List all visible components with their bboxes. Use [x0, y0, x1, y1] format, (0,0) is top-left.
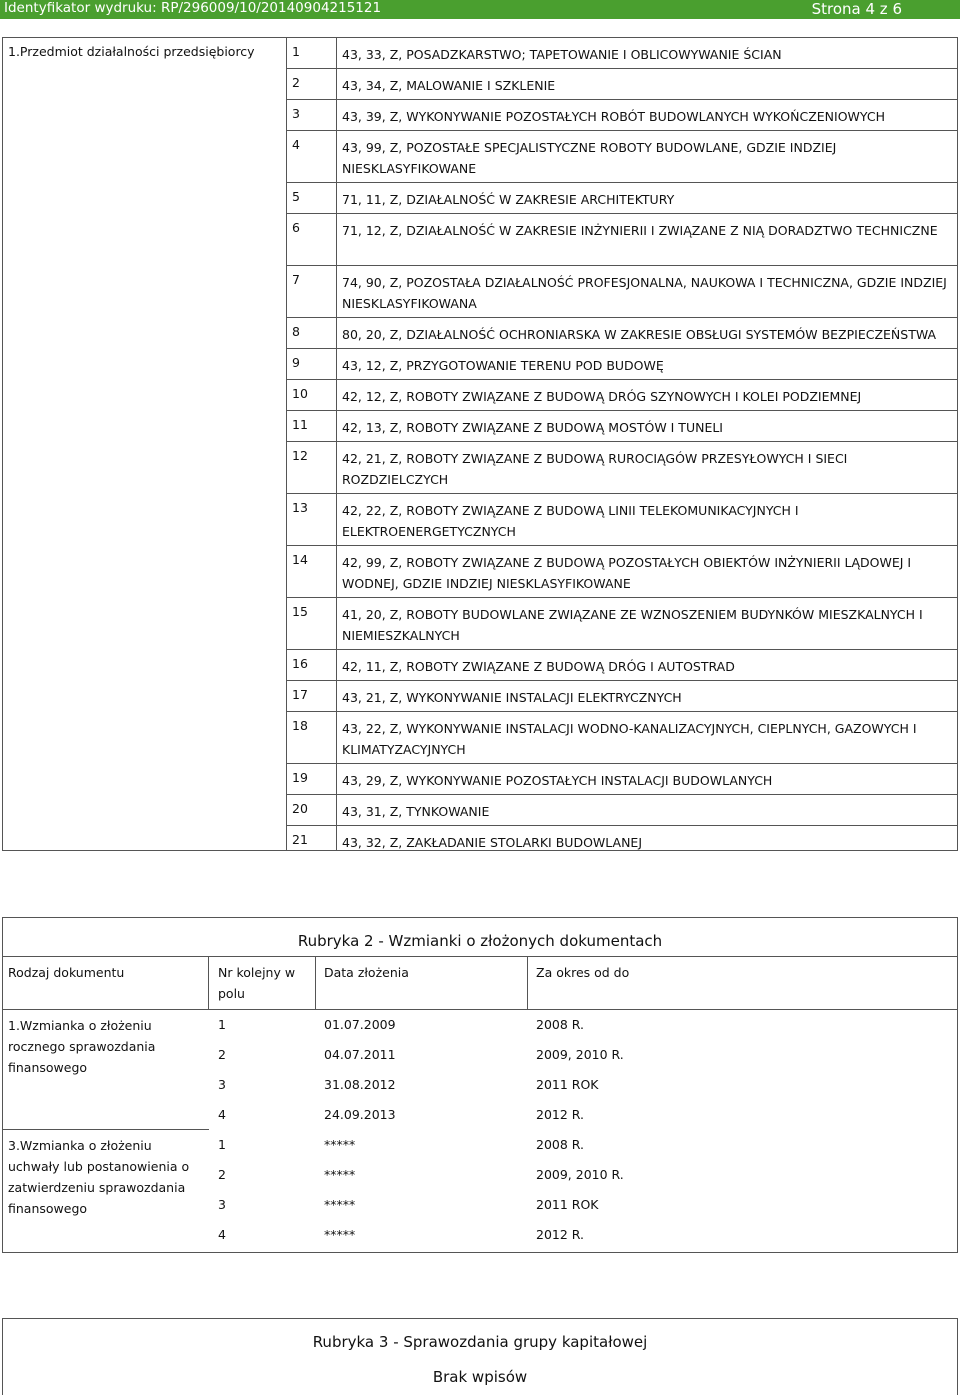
column-header-number: Nr kolejny w polu: [218, 965, 296, 1001]
table-row: [287, 826, 957, 857]
table-row: [287, 69, 957, 100]
print-identifier: Identyfikator wydruku: RP/296009/10/20140904215121: [4, 0, 382, 16]
activity-description: 43, 21, Z, WYKONYWANIE INSTALACJI ELEKTRYCZNYCH: [342, 690, 682, 705]
table-row: [287, 442, 957, 494]
period: 2009, 2010 R.: [536, 1167, 624, 1182]
row-number: 7: [292, 272, 300, 287]
activity-description: 43, 32, Z, ZAKŁADANIE STOLARKI BUDOWLANEJ: [342, 835, 643, 850]
divider: [3, 956, 957, 957]
table-row: [287, 494, 957, 546]
table-row: [287, 100, 957, 131]
period: 2012 R.: [536, 1227, 584, 1242]
table-row: [287, 650, 957, 681]
filing-date: *****: [324, 1197, 356, 1212]
capital-group-value: Brak wpisów: [432, 1368, 528, 1386]
activity-description: 43, 12, Z, PRZYGOTOWANIE TERENU POD BUDOWĘ: [342, 358, 664, 373]
column-header-doc-type: Rodzaj dokumentu: [8, 965, 125, 980]
table-row: [287, 183, 957, 214]
activity-description: 42, 12, Z, ROBOTY ZWIĄZANE Z BUDOWĄ DRÓG SZYNOWYCH I KOLEI PODZIEMNEJ: [342, 389, 862, 404]
activity-description: 80, 20, Z, DZIAŁALNOŚĆ OCHRONIARSKA W ZAKRESIE OBSŁUGI SYSTEMÓW BEZPIECZEŃSTWA: [342, 327, 937, 342]
activity-description: 42, 99, Z, ROBOTY ZWIĄZANE Z BUDOWĄ POZOSTAŁYCH OBIEKTÓW INŻYNIERII LĄDOWEJ I WODNEJ, GDZIE INDZIEJ NIESKLASYFIKOWANE: [342, 555, 912, 591]
entry-number: 4: [218, 1107, 226, 1122]
period: 2011 ROK: [536, 1077, 599, 1092]
divider: [3, 1009, 957, 1010]
row-number: 12: [292, 448, 308, 463]
documents-table: [2, 917, 958, 1253]
row-number: 9: [292, 355, 300, 370]
filing-date: 04.07.2011: [324, 1047, 396, 1062]
filing-date: 01.07.2009: [324, 1017, 396, 1032]
table-row: [287, 795, 957, 826]
row-number: 5: [292, 189, 300, 204]
table-row: [287, 266, 957, 318]
entry-number: 3: [218, 1077, 226, 1092]
capital-group-section: [2, 1318, 958, 1395]
activity-description: 43, 34, Z, MALOWANIE I SZKLENIE: [342, 78, 556, 93]
activity-description: 41, 20, Z, ROBOTY BUDOWLANE ZWIĄZANE ZE WZNOSZENIEM BUDYNKÓW MIESZKALNYCH I NIEMIESZKALNYCH: [342, 607, 923, 643]
activity-description: 43, 99, Z, POZOSTAŁE SPECJALISTYCZNE ROBOTY BUDOWLANE, GDZIE INDZIEJ NIESKLASYFIKOWANE: [342, 140, 837, 176]
period: 2011 ROK: [536, 1197, 599, 1212]
table-row: [287, 764, 957, 795]
row-number: 10: [292, 386, 308, 401]
row-number: 19: [292, 770, 308, 785]
activity-description: 43, 31, Z, TYNKOWANIE: [342, 804, 490, 819]
row-number: 11: [292, 417, 308, 432]
document-type: 3.Wzmianka o złożeniu uchwały lub postanowienia o zatwierdzeniu sprawozdania finansowego: [8, 1138, 190, 1216]
row-number: 20: [292, 801, 308, 816]
document-type: 1.Wzmianka o złożeniu rocznego sprawozdania finansowego: [8, 1018, 156, 1075]
activity-description: 71, 11, Z, DZIAŁALNOŚĆ W ZAKRESIE ARCHITEKTURY: [342, 192, 675, 207]
activity-description: 43, 33, Z, POSADZKARSTWO; TAPETOWANIE I OBLICOWYWANIE ŚCIAN: [342, 47, 782, 62]
row-number: 21: [292, 832, 308, 847]
filing-date: 31.08.2012: [324, 1077, 396, 1092]
activity-description: 43, 39, Z, WYKONYWANIE POZOSTAŁYCH ROBÓT BUDOWLANYCH WYKOŃCZENIOWYCH: [342, 109, 885, 124]
row-number: 3: [292, 106, 300, 121]
activity-description: 74, 90, Z, POZOSTAŁA DZIAŁALNOŚĆ PROFESJONALNA, NAUKOWA I TECHNICZNA, GDZIE INDZIEJ NIESKLASYFIKOWANA: [342, 275, 947, 311]
activity-description: 43, 22, Z, WYKONYWANIE INSTALACJI WODNO-KANALIZACYJNYCH, CIEPLNYCH, GAZOWYCH I KLIMATYZACYJNYCH: [342, 721, 917, 757]
table-row: [287, 38, 957, 69]
entry-number: 3: [218, 1197, 226, 1212]
filing-date: *****: [324, 1137, 356, 1152]
divider: [315, 956, 316, 1009]
divider: [208, 956, 209, 1009]
entry-number: 2: [218, 1167, 226, 1182]
entry-number: 4: [218, 1227, 226, 1242]
row-number: 13: [292, 500, 308, 515]
column-header-date: Data złożenia: [324, 965, 409, 980]
table-row: [287, 349, 957, 380]
business-activity-table: [2, 37, 958, 851]
table-row: [287, 411, 957, 442]
period: 2008 R.: [536, 1137, 584, 1152]
filing-date: 24.09.2013: [324, 1107, 396, 1122]
period: 2008 R.: [536, 1017, 584, 1032]
activity-description: 43, 29, Z, WYKONYWANIE POZOSTAŁYCH INSTALACJI BUDOWLANYCH: [342, 773, 773, 788]
table-row: [287, 712, 957, 764]
activity-description: 71, 12, Z, DZIAŁALNOŚĆ W ZAKRESIE INŻYNIERII I ZWIĄZANE Z NIĄ DORADZTWO TECHNICZNE: [342, 223, 938, 238]
period: 2009, 2010 R.: [536, 1047, 624, 1062]
filing-date: *****: [324, 1167, 356, 1182]
documents-table-title: Rubryka 2 - Wzmianki o złożonych dokumentach: [297, 932, 663, 950]
table-row: [287, 214, 957, 266]
row-number: 2: [292, 75, 300, 90]
print-header: [0, 0, 960, 19]
table-row: [287, 598, 957, 650]
row-number: 18: [292, 718, 308, 733]
table-row: [287, 318, 957, 349]
column-header-period: Za okres od do: [536, 965, 630, 980]
capital-group-title: Rubryka 3 - Sprawozdania grupy kapitałowej: [312, 1333, 648, 1351]
entry-number: 1: [218, 1017, 226, 1032]
table-row: [287, 681, 957, 712]
activity-description: 42, 22, Z, ROBOTY ZWIĄZANE Z BUDOWĄ LINII TELEKOMUNIKACYJNYCH I ELEKTROENERGETYCZNYCH: [342, 503, 799, 539]
business-activity-label: 1.Przedmiot działalności przedsiębiorcy: [8, 44, 255, 59]
row-number: 4: [292, 137, 300, 152]
table-row: [287, 380, 957, 411]
table-row: [287, 131, 957, 183]
row-number: 17: [292, 687, 308, 702]
row-number: 1: [292, 44, 300, 59]
entry-number: 1: [218, 1137, 226, 1152]
page-number: Strona 4 z 6: [811, 0, 902, 18]
row-number: 14: [292, 552, 308, 567]
table-row: [287, 546, 957, 598]
divider: [3, 1129, 209, 1130]
row-number: 15: [292, 604, 308, 619]
row-number: 8: [292, 324, 300, 339]
row-number: 16: [292, 656, 308, 671]
activity-description: 42, 13, Z, ROBOTY ZWIĄZANE Z BUDOWĄ MOSTÓW I TUNELI: [342, 420, 723, 435]
divider: [527, 956, 528, 1009]
entry-number: 2: [218, 1047, 226, 1062]
filing-date: *****: [324, 1227, 356, 1242]
activity-description: 42, 11, Z, ROBOTY ZWIĄZANE Z BUDOWĄ DRÓG I AUTOSTRAD: [342, 659, 735, 674]
row-number: 6: [292, 220, 300, 235]
activity-description: 42, 21, Z, ROBOTY ZWIĄZANE Z BUDOWĄ RUROCIĄGÓW PRZESYŁOWYCH I SIECI ROZDZIELCZYCH: [342, 451, 848, 487]
period: 2012 R.: [536, 1107, 584, 1122]
